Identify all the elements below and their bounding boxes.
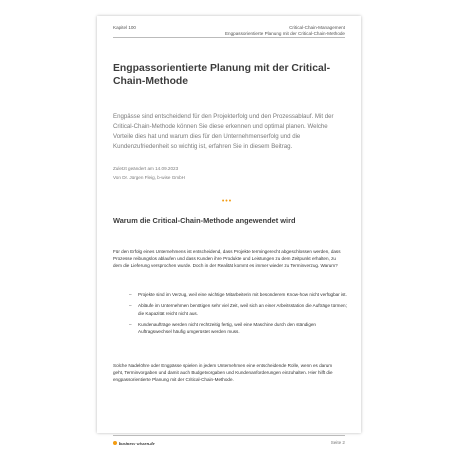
footer-logo <box>113 440 155 446</box>
logo-text: business-wissen.de <box>119 440 155 446</box>
document-page <box>97 16 361 446</box>
list-item <box>129 302 347 316</box>
bullet-marker: – <box>129 321 132 327</box>
bullet-marker: – <box>129 292 132 297</box>
header-divider <box>113 37 345 38</box>
header-subsection: Engpassorientierte Planung mit der Critical-Chain-Methode <box>224 31 345 36</box>
header-section: Critical-Chain-Management <box>289 25 345 30</box>
logo-dot-icon <box>113 441 117 445</box>
section-heading: Warum die Critical-Chain-Methode angewendet wird <box>113 216 296 225</box>
updated-date: Zuletzt geändert am 14.09.2023 <box>113 166 179 171</box>
article-meta <box>113 165 339 182</box>
list-item-text: Abläufe im Unternehmen benötigen sehr viel Zeit, weil sich an einer Arbeitsstation die Aufträge türmen; die Kapazität reicht nicht aus. <box>138 303 347 316</box>
bullet-marker: – <box>129 303 132 309</box>
footer-divider <box>113 435 345 436</box>
author: Von Dr. Jürgen Fleig, b-wise GmbH <box>113 174 185 180</box>
list-item <box>129 321 347 335</box>
page-number: Seite 2 <box>330 440 345 445</box>
article-lead: Engpässe sind entscheidend für den Projekterfolg und den Prozessablauf. Mit der Critical-Chain-Methode können Sie diese erkennen und optimal planen. Welche Vorteile dies hat und warum dies für den Unternehmenserfolg und die Kundenzufriedenheit so wichtig ist, erfahren Sie in diesem Beitrag. <box>113 113 334 150</box>
article-title: Engpassorientierte Planung mit der Critical-Chain-Methode <box>113 63 331 87</box>
list-item <box>129 291 347 298</box>
paragraph-conclusion: Solche Nadelöhre oder Engpässe spielen in jedem Unternehmen eine entscheidende Rolle, wenn es darum geht, Terminvorgaben und damit auch Budgetvorgaben und Kundenanforderungen einzuhalten. Hier hilft die engpassorientierte Planung mit der Critical-Chain-Methode. <box>113 363 333 383</box>
paragraph-intro: Für den Erfolg eines Unternehmens ist entscheidend, dass Projekte termingerecht abgeschlossen werden, dass Prozesse reibungslos ablaufen und dass Kunden ihre Produkte und Leistungen zu dem Zeitpunkt erhalten, zu dem die Lieferung versprochen wurde. Doch in der Realität kommt es immer wieder zu Terminverzug. Warum? <box>113 249 341 269</box>
list-item-text: Projekte sind im Verzug, weil eine wichtige Mitarbeiterin mit besonderem Know-how nicht verfügbar ist. <box>138 292 347 297</box>
header-chapter: Kapitel 100 <box>113 25 136 30</box>
section-separator: ••• <box>221 198 233 205</box>
list-item-text: Kundenaufträge werden nicht rechtzeitig fertig, weil eine Maschine durch den ständigen Auftragswechsel häufig umgerüstet werden muss. <box>138 321 316 335</box>
bullet-list <box>129 291 347 340</box>
